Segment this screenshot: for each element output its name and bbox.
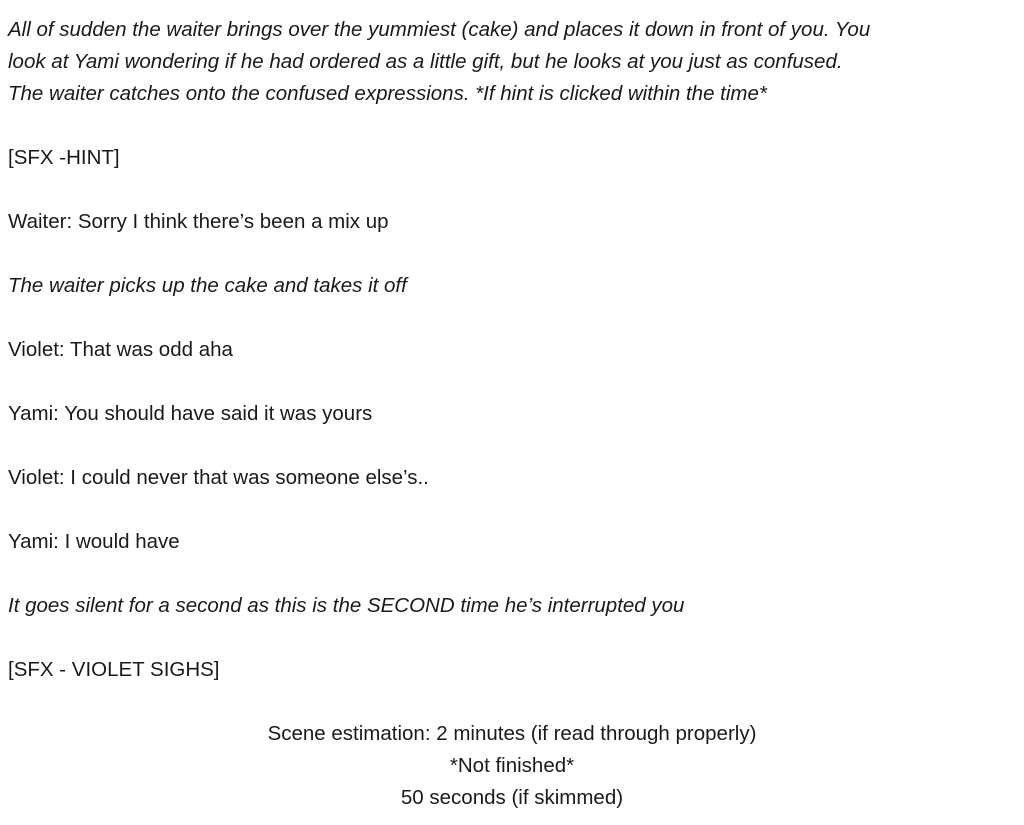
text-line: All of sudden the waiter brings over the yummiest (cake) and places it down in front of you. You xyxy=(8,18,871,41)
spacer xyxy=(8,238,1020,270)
dialogue-line: Waiter: Sorry I think there’s been a mix up xyxy=(8,210,389,233)
footer-line: *Not finished* xyxy=(449,754,575,777)
sfx-cue: [SFX -HINT] xyxy=(8,146,120,169)
script-document xyxy=(8,14,1020,814)
dialogue-line: Yami: You should have said it was yours xyxy=(8,402,373,425)
spacer xyxy=(8,366,1020,398)
spacer xyxy=(8,430,1020,462)
spacer xyxy=(8,174,1020,206)
text-line: look at Yami wondering if he had ordered as a little gift, but he looks at you just as confused. xyxy=(8,50,843,73)
text-line: The waiter catches onto the confused expressions. *If hint is clicked within the time* xyxy=(8,82,767,105)
sfx-cue: [SFX - VIOLET SIGHS] xyxy=(8,658,220,681)
footer-line: Scene estimation: 2 minutes (if read through properly) xyxy=(267,722,757,745)
dialogue-line: Violet: That was odd aha xyxy=(8,338,233,361)
footer-line: 50 seconds (if skimmed) xyxy=(400,786,624,809)
spacer xyxy=(8,622,1020,654)
scene-estimation-footer xyxy=(0,718,1024,814)
spacer xyxy=(8,558,1020,590)
spacer xyxy=(8,110,1020,142)
stage-direction: It goes silent for a second as this is the SECOND time he’s interrupted you xyxy=(8,594,685,617)
dialogue-line: Yami: I would have xyxy=(8,530,180,553)
dialogue-line: Violet: I could never that was someone else’s.. xyxy=(8,466,429,489)
spacer xyxy=(8,686,1020,718)
spacer xyxy=(8,302,1020,334)
spacer xyxy=(8,494,1020,526)
stage-direction: The waiter picks up the cake and takes it off xyxy=(8,274,407,297)
narration-paragraph xyxy=(8,14,1020,110)
